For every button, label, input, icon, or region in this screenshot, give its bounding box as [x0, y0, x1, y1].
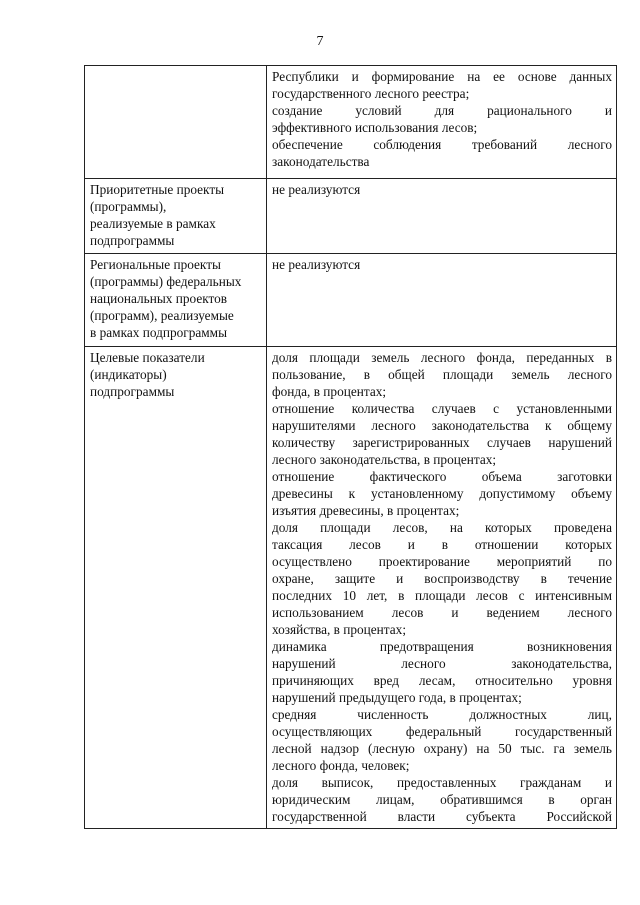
- label-line: национальных проектов: [90, 291, 228, 306]
- label-line: Целевые показатели: [90, 350, 205, 365]
- text-line: доля площади лесов, на которых проведена: [272, 520, 612, 535]
- label-line: Региональные проекты: [90, 257, 221, 272]
- text-line: создание условий для рационального и: [272, 103, 612, 118]
- text-line: осуществлено проектирование мероприятий по: [272, 554, 612, 569]
- table-row: [85, 347, 617, 829]
- text-line: государственной власти субъекта Российской: [272, 809, 612, 824]
- label-line: подпрограммы: [90, 384, 175, 399]
- row-value-cell: [267, 347, 617, 829]
- row-value-cell: [267, 66, 617, 179]
- text-line: фонда, в процентах;: [272, 384, 387, 399]
- label-line: в рамках подпрограммы: [90, 325, 228, 340]
- text-line: динамика предотвращения возникновения: [272, 639, 612, 654]
- table-row: [85, 66, 617, 179]
- text-line: обеспечение соблюдения требований лесного: [272, 137, 612, 152]
- row-value-cell: [267, 179, 617, 254]
- label-line: (программы),: [90, 199, 167, 214]
- text-line: лесного фонда, человек;: [272, 758, 410, 773]
- text-line: Республики и формирование на ее основе данных: [272, 69, 612, 84]
- row-label-cell: [85, 347, 267, 829]
- text-line: не реализуются: [272, 257, 361, 272]
- text-line: нарушений лесного законодательства,: [272, 656, 612, 671]
- label-line: подпрограммы: [90, 233, 175, 248]
- text-line: пользование, в общей площади земель лесного: [272, 367, 612, 382]
- text-line: государственного лесного реестра;: [272, 86, 470, 101]
- table-row: [85, 254, 617, 347]
- text-line: отношение количества случаев с установленными: [272, 401, 612, 416]
- row-label-cell: [85, 179, 267, 254]
- text-line: использованием лесов и ведением лесного: [272, 605, 612, 620]
- text-line: нарушителями лесного законодательства к общему: [272, 418, 612, 433]
- text-line: таксация лесов и в отношении которых: [272, 537, 612, 552]
- subprogram-passport-table: [84, 65, 617, 829]
- text-line: законодательства: [272, 154, 370, 169]
- row-value-cell: [267, 254, 617, 347]
- text-line: нарушений предыдущего года, в процентах;: [272, 690, 522, 705]
- text-line: лесного законодательства, в процентах;: [272, 452, 497, 467]
- label-line: (программы) федеральных: [90, 274, 242, 289]
- text-line: хозяйства, в процентах;: [272, 622, 407, 637]
- label-line: (индикаторы): [90, 367, 167, 382]
- row-label-cell: [85, 254, 267, 347]
- label-line: (программ), реализуемые: [90, 308, 234, 323]
- text-line: не реализуются: [272, 182, 361, 197]
- text-line: доля площади земель лесного фонда, переданных в: [272, 350, 612, 365]
- text-line: осуществляющих федеральный государственный: [272, 724, 612, 739]
- text-line: лесной надзор (лесную охрану) на 50 тыс. га земель: [272, 741, 612, 756]
- text-line: охране, защите и воспроизводству в течение: [272, 571, 612, 586]
- label-line: Приоритетные проекты: [90, 182, 225, 197]
- text-line: доля выписок, предоставленных гражданам и: [272, 775, 612, 790]
- text-line: изъятия древесины, в процентах;: [272, 503, 460, 518]
- text-line: юридическим лицам, обратившимся в орган: [272, 792, 612, 807]
- text-line: отношение фактического объема заготовки: [272, 469, 612, 484]
- text-line: средняя численность должностных лиц,: [272, 707, 612, 722]
- text-line: древесины к установленному допустимому объему: [272, 486, 612, 501]
- text-line: последних 10 лет, в площади лесов с интенсивным: [272, 588, 612, 603]
- table-row: [85, 179, 617, 254]
- text-line: количеству зарегистрированных случаев нарушений: [272, 435, 612, 450]
- label-line: реализуемые в рамках: [90, 216, 216, 231]
- text-line: причиняющих вред лесам, относительно уровня: [272, 673, 612, 688]
- text-line: эффективного использования лесов;: [272, 120, 478, 135]
- row-label-cell: [85, 66, 267, 179]
- page-number: 7: [316, 34, 324, 49]
